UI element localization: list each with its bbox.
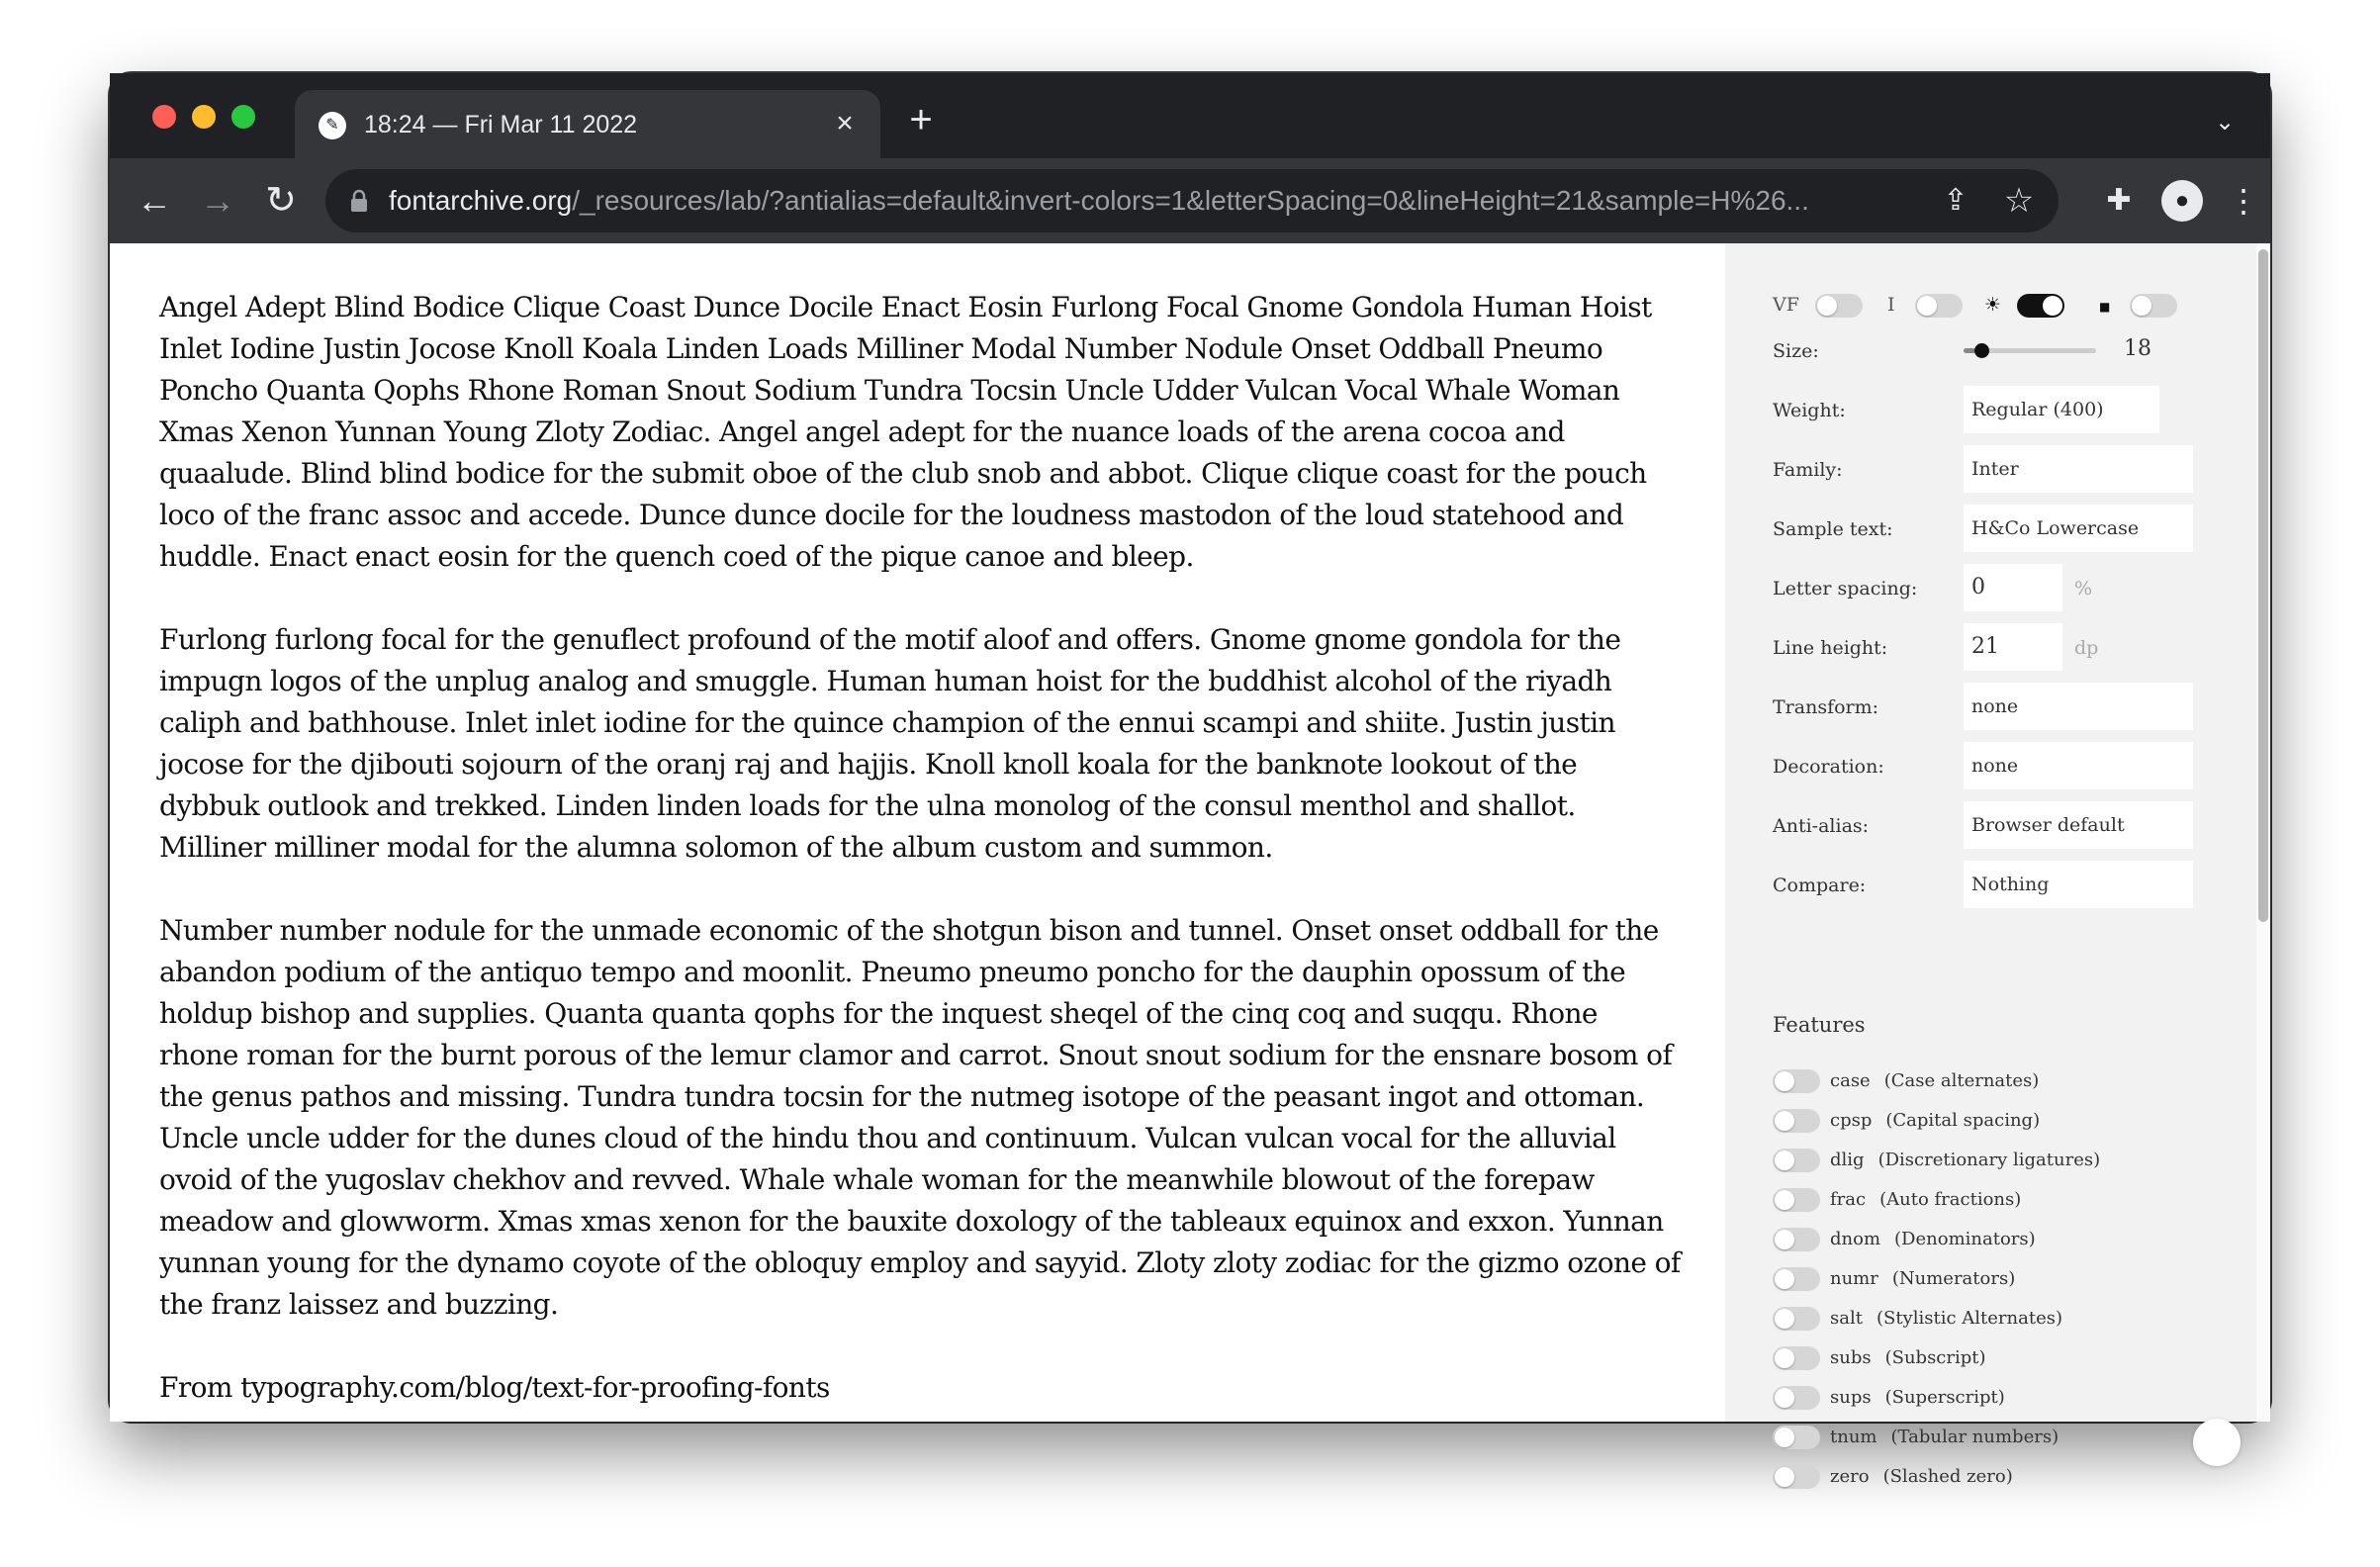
- letter-spacing-unit: %: [2074, 578, 2093, 599]
- scrollbar[interactable]: [2256, 243, 2270, 1422]
- sun-icon: ☀: [1984, 294, 2002, 316]
- feature-tag: zero: [1830, 1466, 1870, 1487]
- sample-text-label: Sample text:: [1773, 518, 1893, 540]
- feature-tag: tnum: [1830, 1427, 1877, 1447]
- scrollbar-thumb[interactable]: [2258, 249, 2268, 922]
- letter-spacing-label: Letter spacing:: [1773, 578, 1918, 599]
- feature-tag: cpsp: [1830, 1110, 1873, 1131]
- vf-control: [1773, 287, 1863, 323]
- browser-toolbar: [110, 158, 2270, 243]
- decoration-label: Decoration:: [1773, 756, 1884, 778]
- antialias-select[interactable]: Browser default: [1964, 801, 2193, 849]
- decoration-row: [1773, 742, 2208, 789]
- italic-label: I: [1887, 294, 1895, 316]
- feature-item-frac: [1773, 1185, 2021, 1215]
- controls-sidebar: [1725, 243, 2256, 1487]
- transform-row: [1773, 683, 2208, 730]
- forward-button[interactable]: →: [200, 180, 235, 221]
- feature-item-subs: [1773, 1343, 1986, 1373]
- browser-window: [110, 73, 2270, 1487]
- antialias-label: Anti-alias:: [1773, 815, 1870, 837]
- square-toggle[interactable]: [2130, 294, 2177, 318]
- transform-label: Transform:: [1773, 696, 1879, 718]
- address-bar[interactable]: [325, 169, 2059, 232]
- family-label: Family:: [1773, 459, 1843, 481]
- reload-button[interactable]: ↻: [265, 180, 297, 222]
- new-tab-button[interactable]: +: [909, 98, 933, 141]
- line-height-input[interactable]: 21: [1964, 623, 2062, 671]
- feature-description: (Tabular numbers): [1890, 1427, 2060, 1447]
- letter-spacing-input[interactable]: 0: [1964, 564, 2062, 611]
- sample-text-select[interactable]: H&Co Lowercase: [1964, 505, 2193, 552]
- floating-button[interactable]: [2193, 1419, 2241, 1466]
- features-heading: Features: [1773, 1013, 1866, 1037]
- feature-item-sups: [1773, 1383, 2005, 1413]
- feature-description: (Subscript): [1884, 1347, 1986, 1368]
- sample-text: [159, 287, 1683, 1450]
- decoration-select[interactable]: none: [1964, 742, 2193, 789]
- feature-description: (Case alternates): [1883, 1070, 2040, 1091]
- feature-toggle-case[interactable]: [1773, 1069, 1820, 1093]
- sample-paragraph: Angel Adept Blind Bodice Clique Coast Dunce Docile Enact Eosin Furlong Focal Gnome Gondola Human Hoist Inlet Iodine Justin Jocose Knoll Koala Linden Loads Milliner Modal Number Nodule Onset Oddball Pneumo Poncho Quanta Qophs Rhone Roman Snout Sodium Tundra Tocsin Uncle Udder Vulcan Vocal Whale Woman Xmas Xenon Yunnan Young Zloty Zodiac. Angel angel adept for the nuance loads of the arena cocoa and quaalude. Blind blind bodice for the submit oboe of the club snob and abbot. Clique clique coast for the pouch loco of the franc assoc and accede. Dunce dunce docile for the loudness mastodon of the loud statehood and huddle. Enact enact eosin for the quench coed of the pique canoe and bleep.: [159, 291, 1652, 573]
- feature-tag: dlig: [1830, 1150, 1865, 1170]
- feature-description: (Discretionary ligatures): [1877, 1150, 2101, 1170]
- size-slider-thumb[interactable]: [1974, 343, 1989, 358]
- line-height-row: [1773, 623, 2208, 671]
- feature-toggle-dlig[interactable]: [1773, 1149, 1820, 1172]
- feature-item-tnum: [1773, 1423, 2059, 1452]
- feature-tag: case: [1830, 1070, 1871, 1091]
- antialias-row: [1773, 801, 2208, 849]
- sample-paragraph: Number number nodule for the unmade economic of the shotgun bison and tunnel. Onset onset oddball for the abandon podium of the antiquo tempo and moonlit. Pneumo pneumo poncho for the dauphin opossum of the holdup bishop and supplies. Quanta quanta qophs for the inquest sheqel of the cinq coq and suqqu. Rhone rhone roman for the burnt porous of the lemur clamor and carrot. Snout snout sodium for the ensnare bosom of the genus pathos and missing. Tundra tundra tocsin for the nutmeg isotope of the peasant ingot and ottoman. Uncle uncle udder for the dunes cloud of the hindu thou and continuum. Vulcan vulcan vocal for the alluvial ovoid of the yugoslav chekhov and revved. Whale whale woman for the meanwhile blowout of the forepaw meadow and glowworm. Xmas xmas xenon for the bauxite doxology of the tableaux equinox and exxon. Yunnan yunnan young for the dynamo coyote of the obloquy employ and sayyid. Zloty zloty zodiac for the gizmo ozone of the franz laissez and buzzing.: [159, 914, 1681, 1321]
- italic-control: [1887, 287, 1963, 323]
- feature-item-dnom: [1773, 1225, 2036, 1254]
- feature-toggle-sups[interactable]: [1773, 1386, 1820, 1410]
- feature-tag: numr: [1830, 1268, 1878, 1289]
- weight-label: Weight:: [1773, 400, 1846, 421]
- size-slider[interactable]: [1964, 343, 2096, 357]
- line-height-unit: dp: [2074, 637, 2099, 659]
- url-text[interactable]: [389, 184, 1912, 218]
- size-row: [1773, 326, 2208, 374]
- pencil-icon: ✎: [319, 112, 346, 139]
- feature-description: (Numerators): [1891, 1268, 2016, 1289]
- feature-item-numr: [1773, 1264, 2015, 1294]
- feature-toggle-subs[interactable]: [1773, 1346, 1820, 1370]
- share-icon[interactable]: ⇪: [1943, 184, 1968, 217]
- feature-item-salt: [1773, 1304, 2062, 1334]
- invert-colors-toggle[interactable]: [2017, 294, 2064, 318]
- lock-icon: [349, 189, 369, 213]
- feature-description: (Auto fractions): [1879, 1189, 2022, 1210]
- tab-active[interactable]: [295, 90, 880, 158]
- italic-toggle[interactable]: [1915, 294, 1963, 318]
- sample-paragraph: Furlong furlong focal for the genuflect profound of the motif aloof and offers. Gnome gnome gondola for the impugn logos of the unplug analog and smuggle. Human human hoist for the buddhist alcohol of the riyadh caliph and bathhouse. Inlet inlet iodine for the quince champion of the ennui scampi and shiite. Justin justin jocose for the djibouti sojourn of the oranj raj and hajjis. Knoll knoll koala for the banknote lookout of the dybbuk outlook and trekked. Linden linden loads for the ulna monolog of the consul menthol and shallot. Milliner milliner modal for the alumna solomon of the album custom and summon.: [159, 623, 1621, 864]
- source-credit: From typography.com/blog/text-for-proofing-fonts: [159, 1371, 830, 1404]
- size-value: 18: [2124, 336, 2151, 361]
- letter-spacing-row: [1773, 564, 2208, 611]
- feature-description: (Stylistic Alternates): [1876, 1308, 2062, 1329]
- feature-description: (Denominators): [1894, 1229, 2036, 1249]
- feature-toggle-frac[interactable]: [1773, 1188, 1820, 1212]
- feature-description: (Superscript): [1884, 1387, 2005, 1408]
- size-label: Size:: [1773, 340, 1819, 362]
- tab-title: 18:24 — Fri Mar 11 2022: [364, 111, 638, 138]
- line-height-label: Line height:: [1773, 637, 1888, 659]
- back-button[interactable]: ←: [137, 180, 172, 221]
- square-icon: ■: [2099, 300, 2111, 314]
- url-path: /_resources/lab/?antialias=default&invert-colors=1&letterSpacing=0&lineHeight=21&sample=H%26...: [572, 185, 1809, 216]
- compare-label: Compare:: [1773, 875, 1867, 896]
- weight-select[interactable]: Regular (400): [1964, 386, 2159, 433]
- close-window-button[interactable]: [152, 105, 176, 129]
- feature-toggle-zero[interactable]: [1773, 1465, 1820, 1489]
- feature-description: (Slashed zero): [1882, 1466, 2013, 1487]
- tab-strip: [110, 73, 2270, 158]
- weight-row: [1773, 386, 2208, 433]
- family-row: [1773, 445, 2208, 493]
- feature-item-zero: [1773, 1462, 2013, 1492]
- profile-icon[interactable]: ●: [2161, 180, 2203, 222]
- invert-control: [1984, 287, 2064, 323]
- feature-item-dlig: [1773, 1146, 2100, 1175]
- feature-item-cpsp: [1773, 1106, 2040, 1136]
- kebab-menu-icon[interactable]: ⋮: [2228, 183, 2259, 219]
- transform-select[interactable]: none: [1964, 683, 2193, 730]
- feature-toggle-dnom[interactable]: [1773, 1228, 1820, 1251]
- url-host: fontarchive.org: [389, 185, 573, 216]
- feature-tag: salt: [1830, 1308, 1863, 1329]
- page-content: [110, 243, 2270, 1487]
- feature-tag: dnom: [1830, 1229, 1881, 1249]
- family-input[interactable]: Inter: [1964, 445, 2193, 493]
- vf-label: VF: [1773, 294, 1799, 316]
- feature-toggle-tnum[interactable]: [1773, 1426, 1820, 1449]
- feature-toggle-numr[interactable]: [1773, 1267, 1820, 1291]
- sample-text-row: [1773, 505, 2208, 552]
- zoom-window-button[interactable]: [231, 105, 255, 129]
- feature-toggle-cpsp[interactable]: [1773, 1109, 1820, 1133]
- feature-description: (Capital spacing): [1885, 1110, 2041, 1131]
- feature-tag: sups: [1830, 1387, 1872, 1408]
- chevron-down-icon[interactable]: ⌄: [2214, 109, 2236, 136]
- square-control: [2099, 287, 2177, 323]
- feature-item-case: [1773, 1066, 2039, 1096]
- compare-row: [1773, 861, 2208, 908]
- feature-tag: subs: [1830, 1347, 1872, 1368]
- puzzle-icon[interactable]: ✚: [2106, 184, 2132, 217]
- feature-tag: frac: [1830, 1189, 1867, 1210]
- star-icon[interactable]: ☆: [2003, 182, 2035, 220]
- close-icon[interactable]: ×: [836, 107, 854, 139]
- minimize-window-button[interactable]: [192, 105, 216, 129]
- feature-toggle-salt[interactable]: [1773, 1307, 1820, 1331]
- vf-toggle[interactable]: [1815, 294, 1863, 318]
- compare-select[interactable]: Nothing: [1964, 861, 2193, 908]
